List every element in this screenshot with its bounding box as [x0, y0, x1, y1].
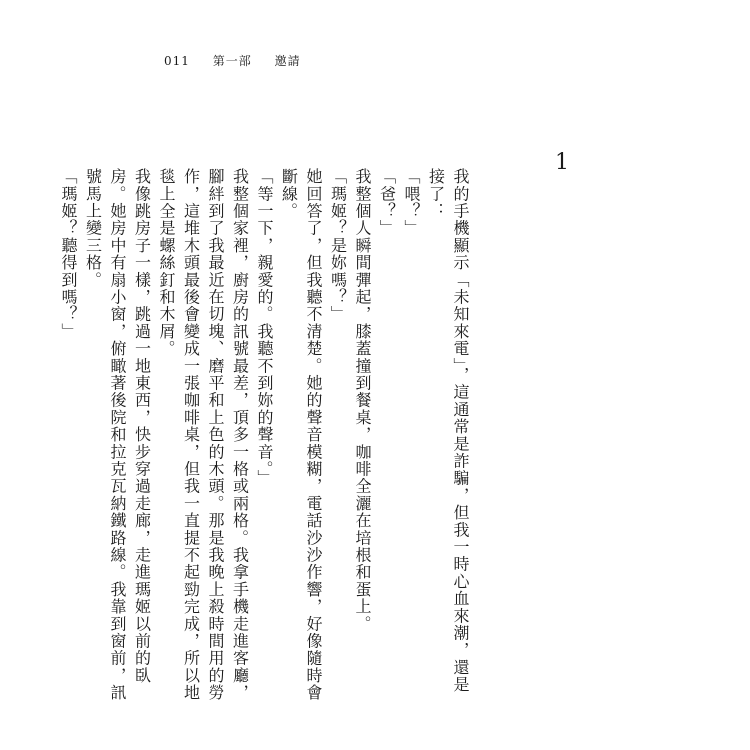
- page-number: 011: [164, 54, 190, 68]
- paragraph: 「等一下，親愛的。我聽不到妳的聲音。」: [255, 168, 274, 487]
- paragraph: 「爸？」: [377, 168, 397, 237]
- paragraph: 「瑪姬？是妳嗎？」: [328, 168, 348, 323]
- paragraph: 我的手機顯示「未知來電」，這通常是詐騙，但我一時心血來潮，還是接了：: [426, 168, 470, 694]
- paragraph: 「瑪姬？聽得到嗎？」: [59, 168, 78, 340]
- paragraph: 我整個家裡，廚房的訊號最差，頂多一格或兩格。我拿手機走進客廳，腳絆到了我最近在切塊、磨平和上色的木頭。那是我晚上殺時間用的勞作，這堆木頭最後會變成一張咖啡桌，但我一直提不起勁完成，所以地毯上全是螺絲釘和木屑。: [157, 168, 250, 702]
- paragraph: 「喂？」: [402, 168, 421, 237]
- chapter-body: [56, 168, 473, 708]
- chapter-number: 1: [555, 150, 569, 175]
- part-title: 邀請: [274, 54, 301, 68]
- paragraph: 她回答了，但我聽不清楚。她的聲音模糊，電話沙沙作響，好像隨時會斷線。: [279, 168, 323, 702]
- paragraph: 我像跳房子一樣，跳過一地東西，快步穿過走廊，走進瑪姬以前的臥房。她房中有扇小窗，俯瞰著後院和拉克瓦納鐵路線。我靠到窗前，訊號馬上變三格。: [83, 168, 152, 702]
- paragraph: 我整個人瞬間彈起，膝蓋撞到餐桌，咖啡全灑在培根和蛋上。: [353, 168, 372, 633]
- running-header: [164, 52, 319, 69]
- part-label: 第一部: [212, 54, 252, 68]
